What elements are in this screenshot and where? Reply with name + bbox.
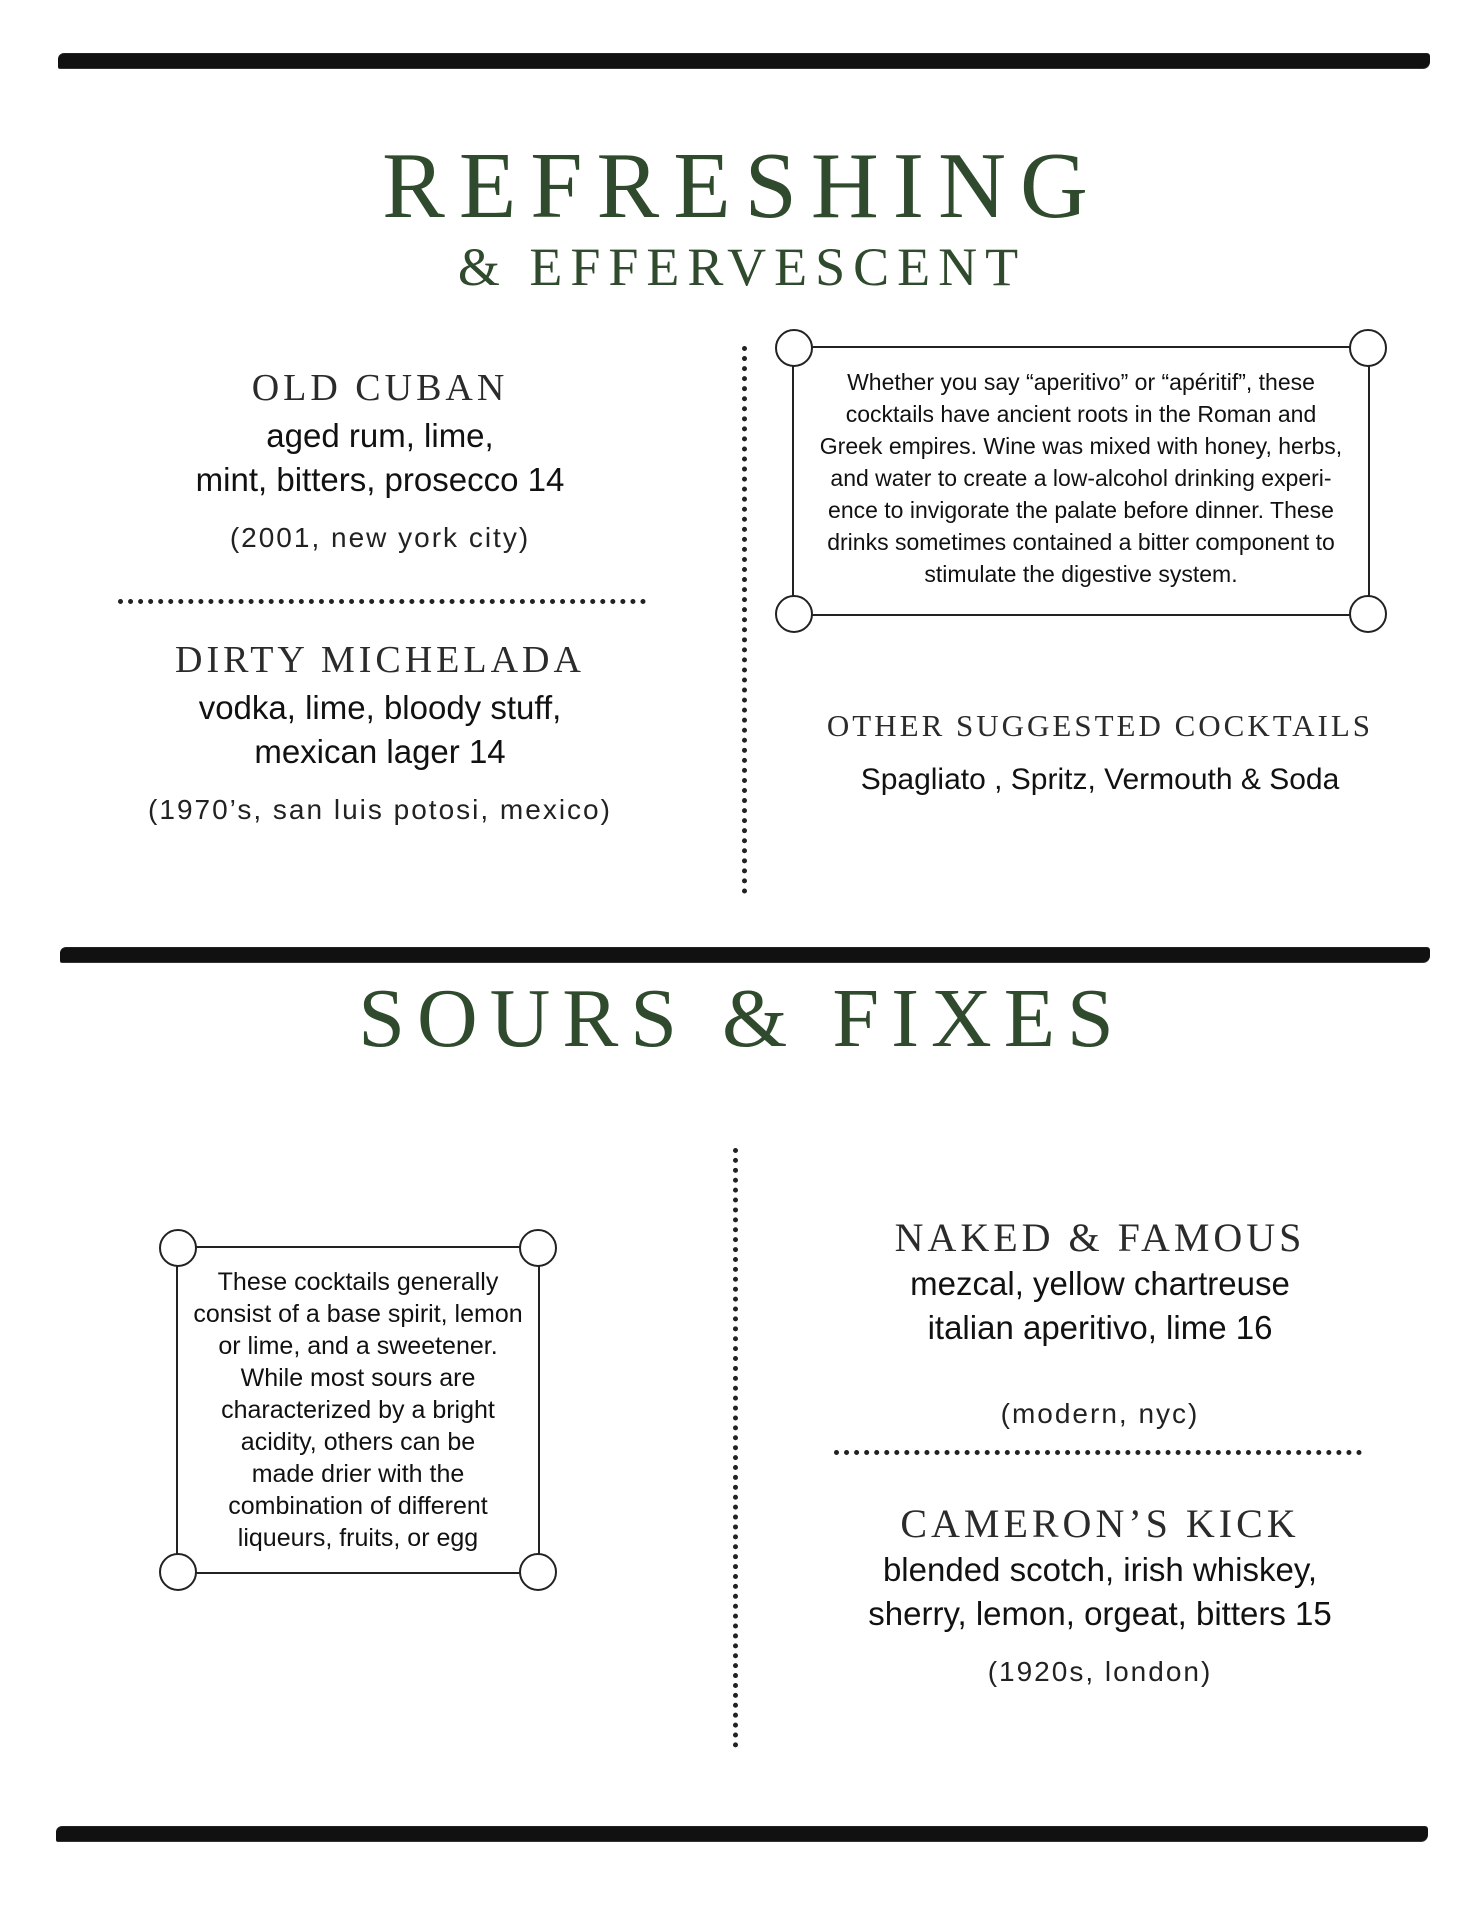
info-line: drinks sometimes contained a bitter component to <box>827 529 1335 555</box>
column-divider <box>742 346 747 894</box>
info-line: cocktails have ancient roots in the Roman and <box>845 401 1317 427</box>
section2-title: SOURS & FIXES <box>358 972 1126 1065</box>
info-line: and water to create a low-alcohol drinking experi- <box>830 465 1332 491</box>
info-line: consist of a base spirit, lemon <box>193 1300 523 1328</box>
cocktail-ingredients: mint, bitters, prosecco 14 <box>195 461 565 498</box>
suggested-heading: OTHER SUGGESTED COCKTAILS <box>826 708 1374 743</box>
cocktail-name: CAMERON’S KICK <box>900 1501 1300 1546</box>
middle-divider <box>60 948 1430 962</box>
box-corner <box>1349 595 1387 633</box>
bottom-divider <box>56 1827 1428 1841</box>
info-box <box>176 1246 540 1574</box>
dotted-separator <box>118 599 646 604</box>
cocktail-ingredients: blended scotch, irish whiskey, <box>882 1551 1318 1588</box>
box-corner <box>519 1553 557 1591</box>
info-line: liqueurs, fruits, or egg <box>237 1524 479 1552</box>
info-line: ence to invigorate the palate before dinner. These <box>828 497 1334 523</box>
cocktail-ingredients: italian aperitivo, lime 16 <box>927 1309 1273 1346</box>
info-line: or lime, and a sweetener. <box>218 1332 498 1360</box>
cocktail-origin: (1920s, london) <box>987 1656 1213 1687</box>
cocktail-ingredients: vodka, lime, bloody stuff, <box>198 689 562 726</box>
cocktail-ingredients: aged rum, lime, <box>266 417 494 454</box>
info-line: combination of different <box>228 1492 488 1520</box>
box-corner <box>775 595 813 633</box>
box-corner <box>519 1229 557 1267</box>
info-line: acidity, others can be <box>240 1428 476 1456</box>
info-line: Greek empires. Wine was mixed with honey, herbs, <box>819 433 1343 459</box>
column-divider <box>733 1148 738 1748</box>
info-line: made drier with the <box>251 1460 465 1488</box>
cocktail-name: NAKED & FAMOUS <box>894 1215 1306 1260</box>
cocktail-origin: (1970’s, san luis potosi, mexico) <box>148 794 612 825</box>
info-box <box>792 346 1370 616</box>
suggested-list: Spagliato , Spritz, Vermouth & Soda <box>860 763 1340 796</box>
info-line: characterized by a bright <box>221 1396 495 1424</box>
cocktail-name: DIRTY MICHELADA <box>175 639 585 681</box>
cocktail-ingredients: mexican lager 14 <box>254 733 506 770</box>
box-corner <box>1349 329 1387 367</box>
info-line: stimulate the digestive system. <box>924 561 1238 587</box>
dotted-separator <box>834 1450 1362 1455</box>
cocktail-ingredients: mezcal, yellow chartreuse <box>910 1265 1290 1302</box>
info-text <box>178 1266 538 1554</box>
info-text <box>794 366 1368 590</box>
info-line: Whether you say “aperitivo” or “apéritif”, these <box>847 369 1315 395</box>
box-corner <box>159 1553 197 1591</box>
box-corner <box>159 1229 197 1267</box>
section1-title: REFRESHING <box>382 134 1102 238</box>
cocktail-ingredients: sherry, lemon, orgeat, bitters 15 <box>868 1595 1332 1632</box>
cocktail-name: OLD CUBAN <box>251 367 509 409</box>
cocktail-origin: (modern, nyc) <box>1000 1398 1200 1429</box>
box-corner <box>775 329 813 367</box>
info-line: These cocktails generally <box>217 1268 499 1296</box>
top-divider <box>58 54 1430 68</box>
section1-subtitle: & EFFERVESCENT <box>457 237 1027 297</box>
info-line: While most sours are <box>240 1364 476 1392</box>
cocktail-origin: (2001, new york city) <box>229 522 531 553</box>
